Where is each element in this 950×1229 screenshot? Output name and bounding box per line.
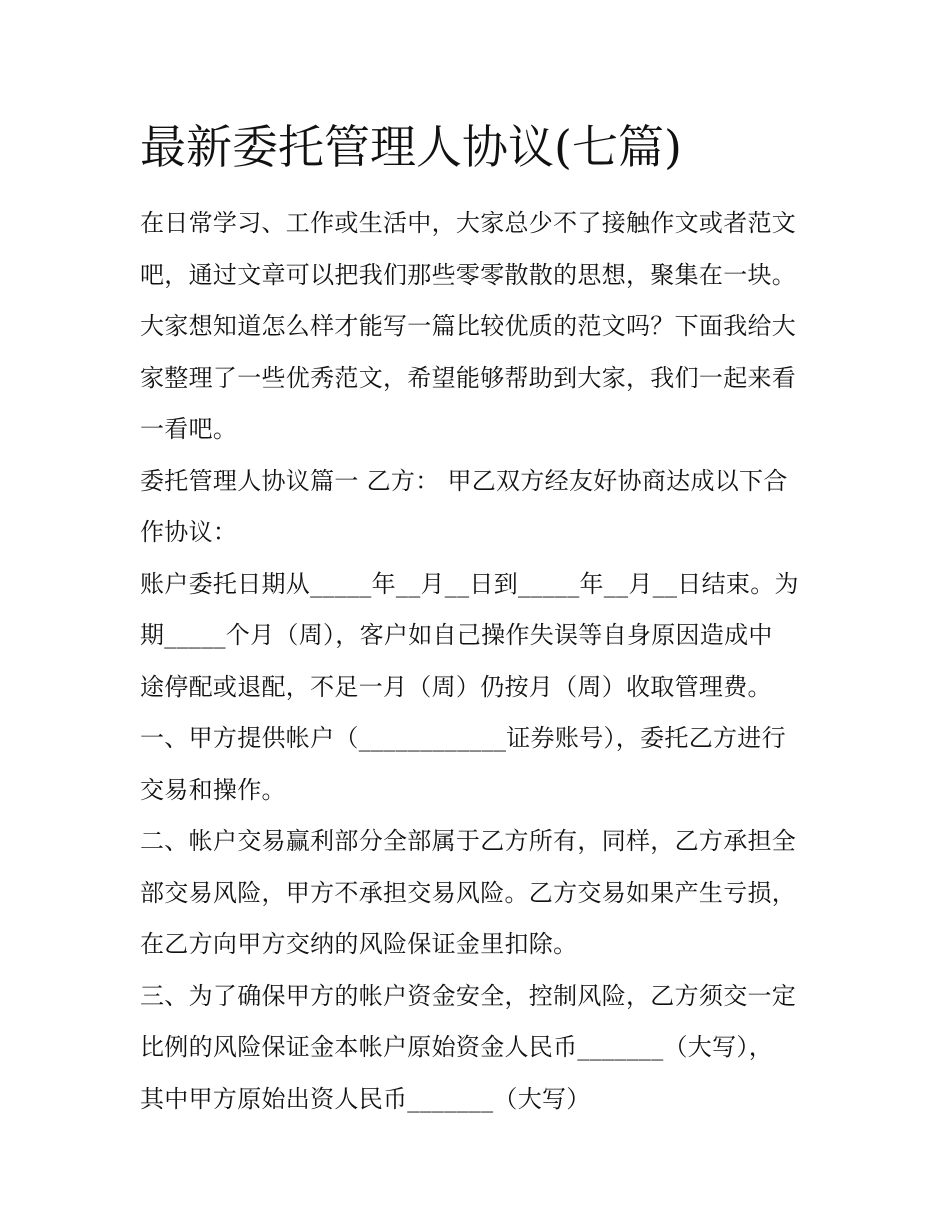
text-line-clause-2c: 在乙方向甲方交纳的风险保证金里扣除。 bbox=[140, 930, 578, 958]
text-line-intro-5: 一看吧。 bbox=[140, 415, 238, 443]
document-title: 最新委托管理人协议(七篇) bbox=[140, 120, 682, 174]
text-line-intro-2: 吧，通过文章可以把我们那些零零散散的思想，聚集在一块。 bbox=[140, 260, 797, 289]
text-line-clause-3c: 其中甲方原始出资人民币_______（大写） bbox=[140, 1084, 591, 1113]
text-line-term-3: 途停配或退配，不足一月（周）仍按月（周）收取管理费。 bbox=[140, 672, 772, 701]
text-line-clause-1a: 一、甲方提供帐户（____________证券账号），委托乙方进行 bbox=[140, 724, 786, 752]
text-line-clause-2a: 二、帐户交易赢利部分全部属于乙方所有，同样，乙方承担全 bbox=[140, 827, 797, 855]
text-line-clause-2b: 部交易风险，甲方不承担交易风险。乙方交易如果产生亏损， bbox=[140, 878, 797, 907]
text-line-term-2: 期_____个月（周），客户如自己操作失误等自身原因造成中 bbox=[140, 621, 773, 649]
text-line-term-1: 账户委托日期从_____年__月__日到_____年__月__日结束。为 bbox=[140, 569, 799, 598]
text-line-agreement-heading-1: 委托管理人协议篇一 乙方： 甲乙双方经友好协商达成以下合 bbox=[140, 466, 788, 495]
text-line-clause-3a: 三、为了确保甲方的帐户资金安全，控制风险，乙方须交一定 bbox=[140, 981, 797, 1010]
text-line-intro-4: 家整理了一些优秀范文，希望能够帮助到大家，我们一起来看 bbox=[140, 363, 797, 392]
text-line-clause-1b: 交易和操作。 bbox=[140, 775, 286, 804]
text-line-agreement-heading-2: 作协议： bbox=[140, 518, 238, 546]
text-line-clause-3b: 比例的风险保证金本帐户原始资金人民币_______（大写）， bbox=[140, 1033, 773, 1061]
document-body bbox=[140, 198, 820, 1125]
text-line-intro-3: 大家想知道怎么样才能写一篇比较优质的范文吗？下面我给大 bbox=[140, 312, 797, 340]
text-line-intro-1: 在日常学习、工作或生活中，大家总少不了接触作文或者范文 bbox=[140, 209, 797, 237]
